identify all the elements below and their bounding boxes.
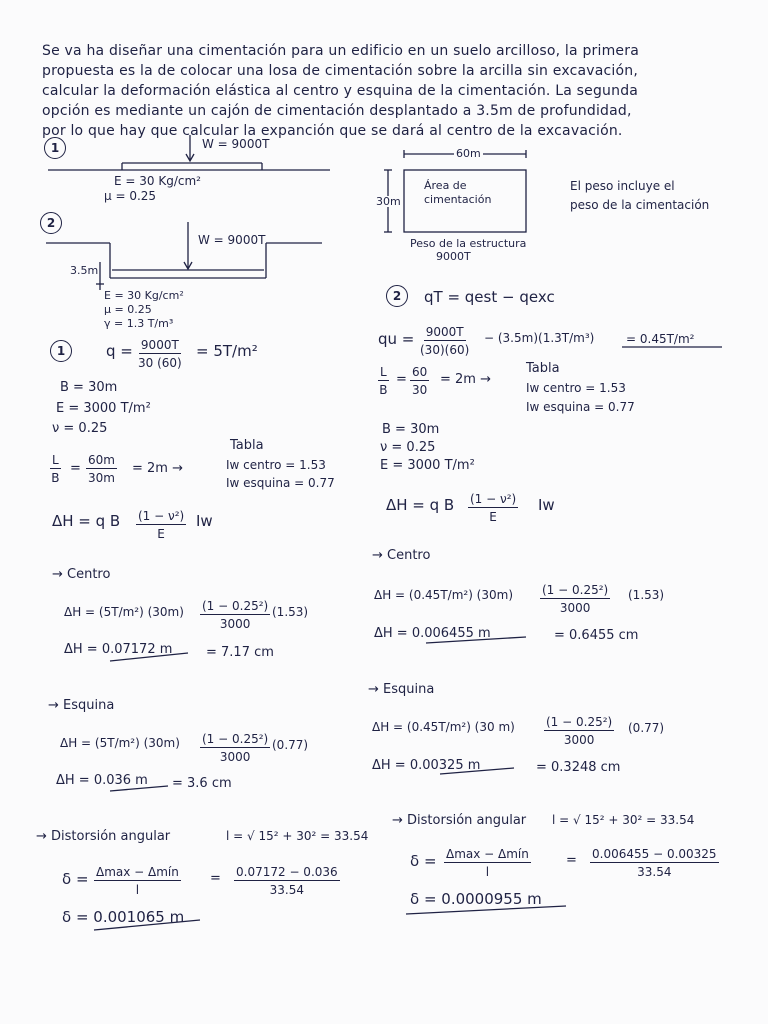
sol1-LB-num: 60m	[88, 453, 115, 467]
sol2-B: B = 30m	[382, 422, 440, 437]
sol1-B-den: B	[51, 471, 60, 485]
sol1-esquina-result: ΔH = 0.036 m	[56, 773, 148, 788]
sol1-q-fraction	[138, 339, 182, 369]
solution-2-marker: 2	[386, 285, 408, 307]
sol1-centro-iw: (1.53)	[272, 605, 309, 619]
sol1-delta-lhs: δ =	[62, 870, 89, 888]
plan-height: 30m	[376, 195, 401, 208]
sol2-delta-num: Δmax − Δmín	[446, 847, 529, 861]
sol1-nu: ν = 0.25	[52, 421, 108, 436]
sol1-delta-den2: 33.54	[269, 883, 305, 897]
sol1-iw-centro: Iw centro = 1.53	[226, 458, 326, 472]
sol1-centro-fraction	[200, 600, 270, 630]
sol1-centro-lhs: ΔH = (5T/m²) (30m)	[64, 605, 184, 619]
sol1-formula-fraction	[136, 510, 186, 540]
problem-line-4: opción es mediante un cajón de cimentación desplantado a 3.5m de profundidad,	[42, 103, 632, 119]
sol1-delta-value-fraction	[234, 866, 340, 896]
problem-line-5: por lo que hay que calcular la expanción que se dará al centro de la excavación.	[42, 123, 623, 139]
sol2-esquina-lhs: ΔH = (0.45T/m²) (30 m)	[372, 720, 515, 734]
sol1-delta-result: δ = 0.001065 m	[62, 908, 185, 926]
sol1-formula-den: E	[157, 527, 165, 541]
sol2-delta-result: δ = 0.0000955 m	[410, 890, 542, 908]
problem-line-1: Se va ha diseñar una cimentación para un edificio en un suelo arcilloso, la primera	[42, 43, 639, 59]
sol1-q-numerator: 9000T	[140, 338, 179, 352]
sol2-delta-den: l	[485, 865, 490, 879]
sol1-centro-result: ΔH = 0.07172 m	[64, 642, 173, 657]
sol2-qu-mid: − (3.5m)(1.3T/m³)	[484, 331, 595, 345]
case-1-marker: 1	[44, 137, 66, 159]
sol2-LB-fraction	[378, 366, 389, 396]
sol2-esquina-num: (1 − 0.25²)	[546, 715, 613, 729]
sol2-qu-num: 9000T	[425, 325, 464, 339]
sol2-qu-fraction	[420, 326, 469, 356]
sol1-delta-num2: 0.07172 − 0.036	[236, 865, 338, 879]
sol2-centro-cm: = 0.6455 cm	[554, 628, 639, 643]
sol2-qu-lhs: qu =	[378, 330, 415, 348]
sol1-centro-num: (1 − 0.25²)	[202, 599, 269, 613]
sol2-esquina-cm: = 0.3248 cm	[536, 760, 621, 775]
diagram1-poisson: μ = 0.25	[104, 189, 157, 203]
sol2-tabla: Tabla	[526, 361, 560, 376]
sol1-B: B = 30m	[60, 380, 118, 395]
plan-width: 60m	[456, 147, 481, 160]
sol2-centro-title: → Centro	[372, 548, 431, 563]
sol2-esquina-iw: (0.77)	[628, 721, 665, 735]
sol2-delta-den2: 33.54	[637, 865, 672, 879]
sol2-centro-iw: (1.53)	[628, 588, 665, 602]
sol2-LB-value-fraction	[410, 366, 429, 396]
problem-line-3: calcular la deformación elástica al centro y esquina de la cimentación. La segunda	[42, 83, 639, 99]
sol1-formula-lhs: ΔH = q B	[52, 512, 121, 530]
sol2-nu: ν = 0.25	[380, 440, 436, 455]
problem-line-2: propuesta es la de colocar una losa de cimentación sobre la arcilla sin excavación,	[42, 63, 639, 79]
sol2-centro-lhs: ΔH = (0.45T/m²) (30m)	[374, 588, 514, 602]
sol2-qu-result: = 0.45T/m²	[626, 332, 695, 346]
sol2-E: E = 3000 T/m²	[380, 458, 475, 473]
sol1-q-result: = 5T/m²	[196, 342, 258, 360]
sol2-delta-equals: =	[566, 853, 577, 868]
sol1-LB-den: 30m	[88, 471, 115, 485]
sol2-delta-num2: 0.006455 − 0.00325	[592, 847, 717, 861]
sol2-centro-fraction	[540, 584, 610, 614]
sol2-esquina-fraction	[544, 716, 614, 746]
sol1-esquina-cm: = 3.6 cm	[172, 776, 232, 791]
sol1-iw-esquina: Iw esquina = 0.77	[226, 476, 335, 490]
sol2-B-den: B	[379, 383, 388, 397]
sol2-l-equation: l = √ 15² + 30² = 33.54	[552, 813, 695, 827]
sol1-LB-fraction	[50, 454, 61, 484]
sol2-iw-centro: Iw centro = 1.53	[526, 381, 626, 395]
sol1-centro-title: → Centro	[52, 567, 111, 582]
sol1-delta-equals: =	[210, 871, 221, 886]
sol2-esquina-result: ΔH = 0.00325 m	[372, 758, 481, 773]
sol2-LB-equals: =	[396, 372, 407, 387]
sol2-formula-lhs: ΔH = q B	[386, 496, 455, 514]
sol1-q-label: q =	[106, 342, 133, 360]
sol2-L: L	[380, 365, 387, 379]
diagram1-modulus: E = 30 Kg/cm²	[114, 174, 201, 188]
sol1-formula-num: (1 − ν²)	[138, 509, 185, 523]
solution-1-marker: 1	[50, 340, 72, 362]
sol1-esquina-den: 3000	[219, 750, 251, 764]
sol2-iw-esquina: Iw esquina = 0.77	[526, 400, 635, 414]
sol2-LB-result: = 2m →	[440, 372, 491, 387]
diagram2-modulus: E = 30 Kg/cm²	[104, 289, 184, 302]
plan-weight-value: 9000T	[436, 250, 471, 263]
sol1-centro-cm: = 7.17 cm	[206, 645, 274, 660]
diagram1-load: W = 9000T	[202, 137, 270, 151]
sol1-L: L	[52, 453, 59, 467]
sol2-LB-den: 30	[412, 383, 428, 397]
diagram2-depth: 3.5m	[70, 264, 99, 277]
sol2-formula-den: E	[489, 510, 497, 524]
sol2-LB-num: 60	[412, 365, 428, 379]
sol1-delta-den: l	[135, 883, 140, 897]
plan-weight-label: Peso de la estructura	[410, 237, 527, 250]
sol2-formula-fraction	[468, 493, 518, 523]
sol1-delta-fraction	[94, 866, 181, 896]
sol1-tabla: Tabla	[230, 438, 264, 453]
sol1-LB-value-fraction	[86, 454, 117, 484]
sol2-delta-fraction	[444, 848, 531, 878]
sol1-l-equation: l = √ 15² + 30² = 33.54	[226, 829, 369, 843]
sol1-centro-den: 3000	[219, 617, 251, 631]
case-2-marker: 2	[40, 212, 62, 234]
sol1-LB-equals: =	[70, 461, 81, 476]
sol2-delta-value-fraction	[590, 848, 719, 878]
sol2-centro-result: ΔH = 0.006455 m	[374, 626, 491, 641]
sol1-formula-iw: Iw	[196, 512, 213, 530]
plan-note-1: El peso incluye el	[570, 179, 675, 193]
plan-note-2: peso de la cimentación	[570, 198, 710, 212]
sol1-LB-result: = 2m →	[132, 461, 183, 476]
sol1-esquina-iw: (0.77)	[272, 738, 309, 752]
sol2-delta-lhs: δ =	[410, 852, 437, 870]
sol2-esquina-den: 3000	[563, 733, 595, 747]
sol2-formula-num: (1 − ν²)	[470, 492, 517, 506]
sol1-esquina-lhs: ΔH = (5T/m²) (30m)	[60, 736, 180, 750]
diagram2-unit-weight: γ = 1.3 T/m³	[104, 317, 174, 330]
sol2-qt: qT = qest − qexc	[424, 288, 555, 306]
sol1-distorsion-title: → Distorsión angular	[36, 829, 171, 844]
plan-area-label-2: cimentación	[424, 193, 492, 206]
sol1-esquina-num: (1 − 0.25²)	[202, 732, 269, 746]
sol2-formula-iw: Iw	[538, 496, 555, 514]
sol1-esquina-fraction	[200, 733, 270, 763]
sol1-E: E = 3000 T/m²	[56, 401, 151, 416]
sol2-esquina-title: → Esquina	[368, 682, 435, 697]
sol1-esquina-title: → Esquina	[48, 698, 115, 713]
sol2-centro-num: (1 − 0.25²)	[542, 583, 609, 597]
sol1-delta-num: Δmax − Δmín	[96, 865, 179, 879]
sol2-distorsion-title: → Distorsión angular	[392, 813, 527, 828]
sol1-q-denominator: 30 (60)	[138, 356, 182, 370]
sol2-qu-den: (30)(60)	[420, 343, 470, 357]
sol2-centro-den: 3000	[559, 601, 591, 615]
diagram2-load: W = 9000T	[198, 233, 266, 247]
diagram2-poisson: μ = 0.25	[104, 303, 152, 316]
plan-area-label-1: Área de	[424, 179, 467, 192]
